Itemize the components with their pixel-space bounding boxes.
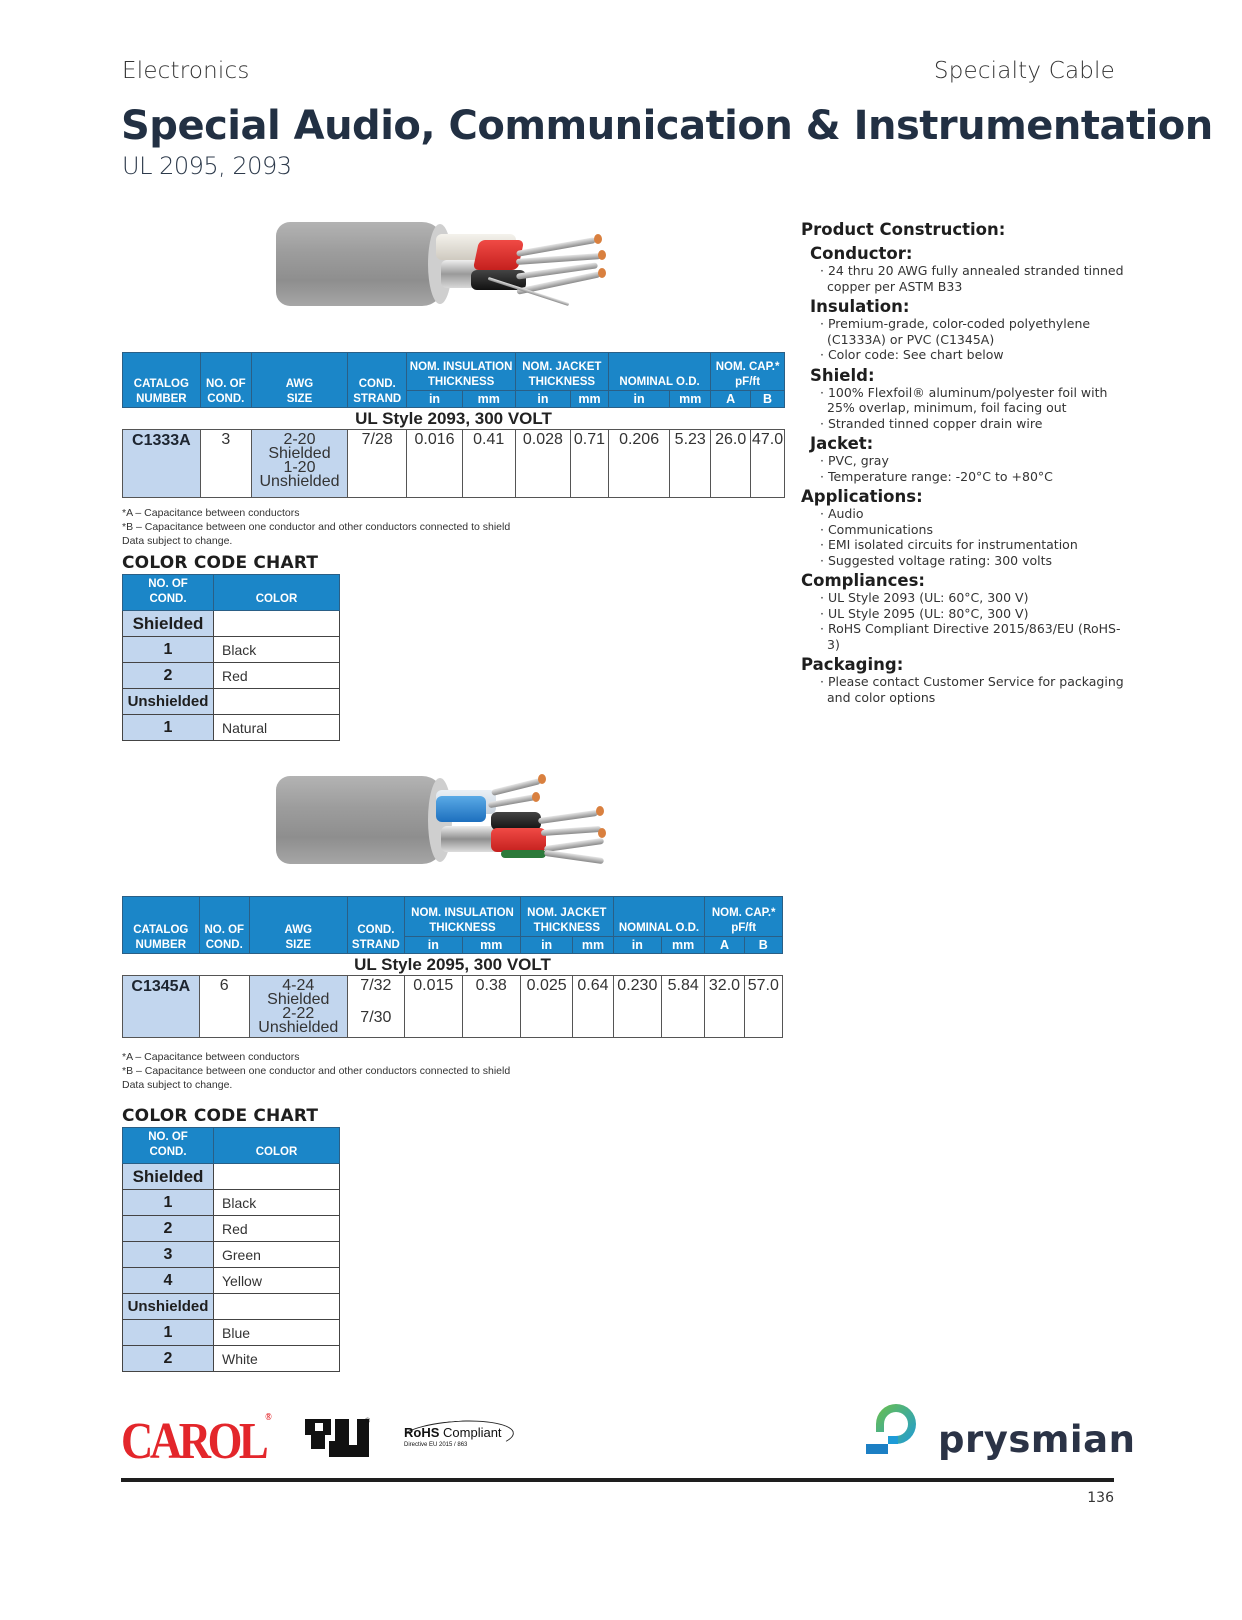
color-code-title: COLOR CODE CHART xyxy=(122,553,319,573)
insulation-heading: Insulation: xyxy=(810,297,910,316)
carol-logo: CAROL® xyxy=(121,1412,269,1470)
list-item: · Please contact Customer Service for packaging and color options xyxy=(820,674,1131,705)
col-jacket: NOM. JACKET THICKNESS xyxy=(520,897,613,937)
color-code-title: COLOR CODE CHART xyxy=(122,1106,319,1126)
catalog-number: C1333A xyxy=(123,430,201,498)
od-in: 0.230 xyxy=(613,976,661,1038)
cap-b: 57.0 xyxy=(744,976,782,1038)
col-awg: AWG SIZE xyxy=(251,353,347,408)
cap-a: 32.0 xyxy=(705,976,744,1038)
unit-in: in xyxy=(407,391,462,408)
conductor-heading: Conductor: xyxy=(810,244,913,263)
list-item: 1 Black xyxy=(123,637,340,663)
od-in: 0.206 xyxy=(608,430,669,498)
footnotes: *A – Capacitance between conductors *B – Capacitance between one conductor and other conductors connected to shield Data subject to change. xyxy=(122,1051,511,1091)
list-item: · 24 thru 20 AWG fully annealed stranded tinned copper per ASTM B33 xyxy=(820,263,1131,294)
compliances-heading: Compliances: xyxy=(801,571,926,590)
list-item: 4 Yellow xyxy=(123,1268,340,1294)
jacket-in: 0.028 xyxy=(515,430,570,498)
list-item: · PVC, gray xyxy=(820,453,1131,469)
jacket-mm: 0.64 xyxy=(573,976,613,1038)
footnotes: *A – Capacitance between conductors *B – Capacitance between one conductor and other conductors connected to shield Data subject to change. xyxy=(122,507,511,547)
col-strand: COND. STRAND xyxy=(347,897,404,954)
list-item: · RoHS Compliant Directive 2015/863/EU (RoHS-3) xyxy=(820,621,1131,652)
cc-col-cond: NO. OF COND. xyxy=(123,1128,214,1164)
product-construction xyxy=(801,220,1131,705)
prysmian-wordmark: prysmian xyxy=(938,1418,1136,1461)
prysmian-logo-mark xyxy=(866,1402,932,1460)
spec-table-c1345a xyxy=(122,896,783,1038)
col-jacket: NOM. JACKET THICKNESS xyxy=(515,353,608,391)
construction-title: Product Construction: xyxy=(801,220,1006,239)
color-code-table-c1345a xyxy=(122,1127,340,1372)
footer-divider xyxy=(121,1478,1114,1482)
cond-strand: 7/28 xyxy=(348,430,407,498)
cable-image-c1333a xyxy=(276,220,616,310)
list-item: · Suggested voltage rating: 300 volts xyxy=(820,553,1131,569)
list-item: Unshielded xyxy=(123,689,340,715)
unit-mm: mm xyxy=(462,391,515,408)
insulation-in: 0.015 xyxy=(405,976,462,1038)
unit-in: in xyxy=(520,937,572,954)
unit-mm: mm xyxy=(662,937,705,954)
insulation-in: 0.016 xyxy=(407,430,462,498)
list-item: 2 Red xyxy=(123,1216,340,1242)
cc-col-cond: NO. OF COND. xyxy=(123,575,214,611)
col-cap: NOM. CAP.* pF/ft xyxy=(711,353,785,391)
unit-in: in xyxy=(515,391,570,408)
col-strand: COND. STRAND xyxy=(348,353,407,408)
list-item: 2 Red xyxy=(123,663,340,689)
list-item: · Color code: See chart below xyxy=(820,347,1131,363)
unit-in: in xyxy=(405,937,462,954)
list-item: 1 Blue xyxy=(123,1320,340,1346)
list-item: · UL Style 2095 (UL: 80°C, 300 V) xyxy=(820,606,1131,622)
unit-mm: mm xyxy=(670,391,711,408)
unit-b: B xyxy=(744,937,782,954)
spec-table-c1333a xyxy=(122,352,785,498)
unit-mm: mm xyxy=(573,937,613,954)
col-insulation: NOM. INSULATION THICKNESS xyxy=(405,897,521,937)
list-item: Shielded xyxy=(123,1164,340,1190)
table-row xyxy=(123,430,785,498)
unit-in: in xyxy=(608,391,669,408)
rohs-badge: RoHS Compliant xyxy=(404,1425,502,1440)
svg-text:®: ® xyxy=(365,1418,371,1425)
cond-strand: 7/32 7/30 xyxy=(347,976,404,1038)
od-mm: 5.84 xyxy=(662,976,705,1038)
jacket-in: 0.025 xyxy=(520,976,572,1038)
cap-a: 26.0 xyxy=(711,430,751,498)
list-item: · Temperature range: -20°C to +80°C xyxy=(820,469,1131,485)
rohs-directive: Directive EU 2015 / 863 xyxy=(404,1442,468,1448)
list-item: Unshielded xyxy=(123,1294,340,1320)
unit-mm: mm xyxy=(462,937,520,954)
list-item: · UL Style 2093 (UL: 60°C, 300 V) xyxy=(820,590,1131,606)
col-catalog: CATALOG NUMBER xyxy=(123,353,201,408)
no-of-cond: 6 xyxy=(199,976,249,1038)
awg-size: 4-24 Shielded 2-22 Unshielded xyxy=(249,976,347,1038)
list-item: · 100% Flexfoil® aluminum/polyester foil with 25% overlap, minimum, foil facing out xyxy=(820,385,1131,416)
color-code-table-c1333a xyxy=(122,574,340,741)
unit-b: B xyxy=(751,391,785,408)
col-insulation: NOM. INSULATION THICKNESS xyxy=(407,353,515,391)
list-item: 3 Green xyxy=(123,1242,340,1268)
packaging-heading: Packaging: xyxy=(801,655,904,674)
table-row xyxy=(123,976,783,1038)
awg-size: 2-20 Shielded 1-20 Unshielded xyxy=(251,430,347,498)
list-item: · Communications xyxy=(820,522,1131,538)
list-item: · EMI isolated circuits for instrumentation xyxy=(820,537,1131,553)
col-cap: NOM. CAP.* pF/ft xyxy=(705,897,783,937)
list-item: · Premium-grade, color-coded polyethylene (C1333A) or PVC (C1345A) xyxy=(820,316,1131,347)
shield-heading: Shield: xyxy=(810,365,875,385)
col-no-of-cond: NO. OF COND. xyxy=(199,897,249,954)
unit-in: in xyxy=(613,937,661,954)
col-no-of-cond: NO. OF COND. xyxy=(200,353,251,408)
page-number: 136 xyxy=(1087,1490,1114,1506)
catalog-number: C1345A xyxy=(123,976,200,1038)
unit-mm: mm xyxy=(571,391,609,408)
col-awg: AWG SIZE xyxy=(249,897,347,954)
list-item: 2 White xyxy=(123,1346,340,1372)
jacket-heading: Jacket: xyxy=(810,434,874,453)
section-label: Electronics xyxy=(122,58,250,84)
insulation-mm: 0.41 xyxy=(462,430,515,498)
cc-col-color: COLOR xyxy=(214,1128,340,1164)
col-catalog: CATALOG NUMBER xyxy=(123,897,200,954)
od-mm: 5.23 xyxy=(670,430,711,498)
style-label: UL Style 2095, 300 VOLT xyxy=(354,955,551,974)
ul-listed-icon xyxy=(301,1415,373,1461)
col-od: NOMINAL O.D. xyxy=(608,353,710,391)
unit-a: A xyxy=(705,937,744,954)
category-label: Specialty Cable xyxy=(933,58,1115,84)
applications-heading: Applications: xyxy=(801,487,923,506)
jacket-mm: 0.71 xyxy=(571,430,609,498)
cable-image-c1345a xyxy=(276,770,616,870)
unit-a: A xyxy=(711,391,751,408)
list-item: 1 Black xyxy=(123,1190,340,1216)
list-item: 1 Natural xyxy=(123,715,340,741)
list-item: · Stranded tinned copper drain wire xyxy=(820,416,1131,432)
col-od: NOMINAL O.D. xyxy=(613,897,705,937)
style-label: UL Style 2093, 300 VOLT xyxy=(355,409,552,428)
page-subtitle: UL 2095, 2093 xyxy=(122,152,292,180)
page-title: Special Audio, Communication & Instrumentation xyxy=(121,103,1213,149)
list-item: · Audio xyxy=(820,506,1131,522)
list-item: Shielded xyxy=(123,611,340,637)
insulation-mm: 0.38 xyxy=(462,976,520,1038)
cap-b: 47.0 xyxy=(751,430,785,498)
no-of-cond: 3 xyxy=(200,430,251,498)
cc-col-color: COLOR xyxy=(214,575,340,611)
